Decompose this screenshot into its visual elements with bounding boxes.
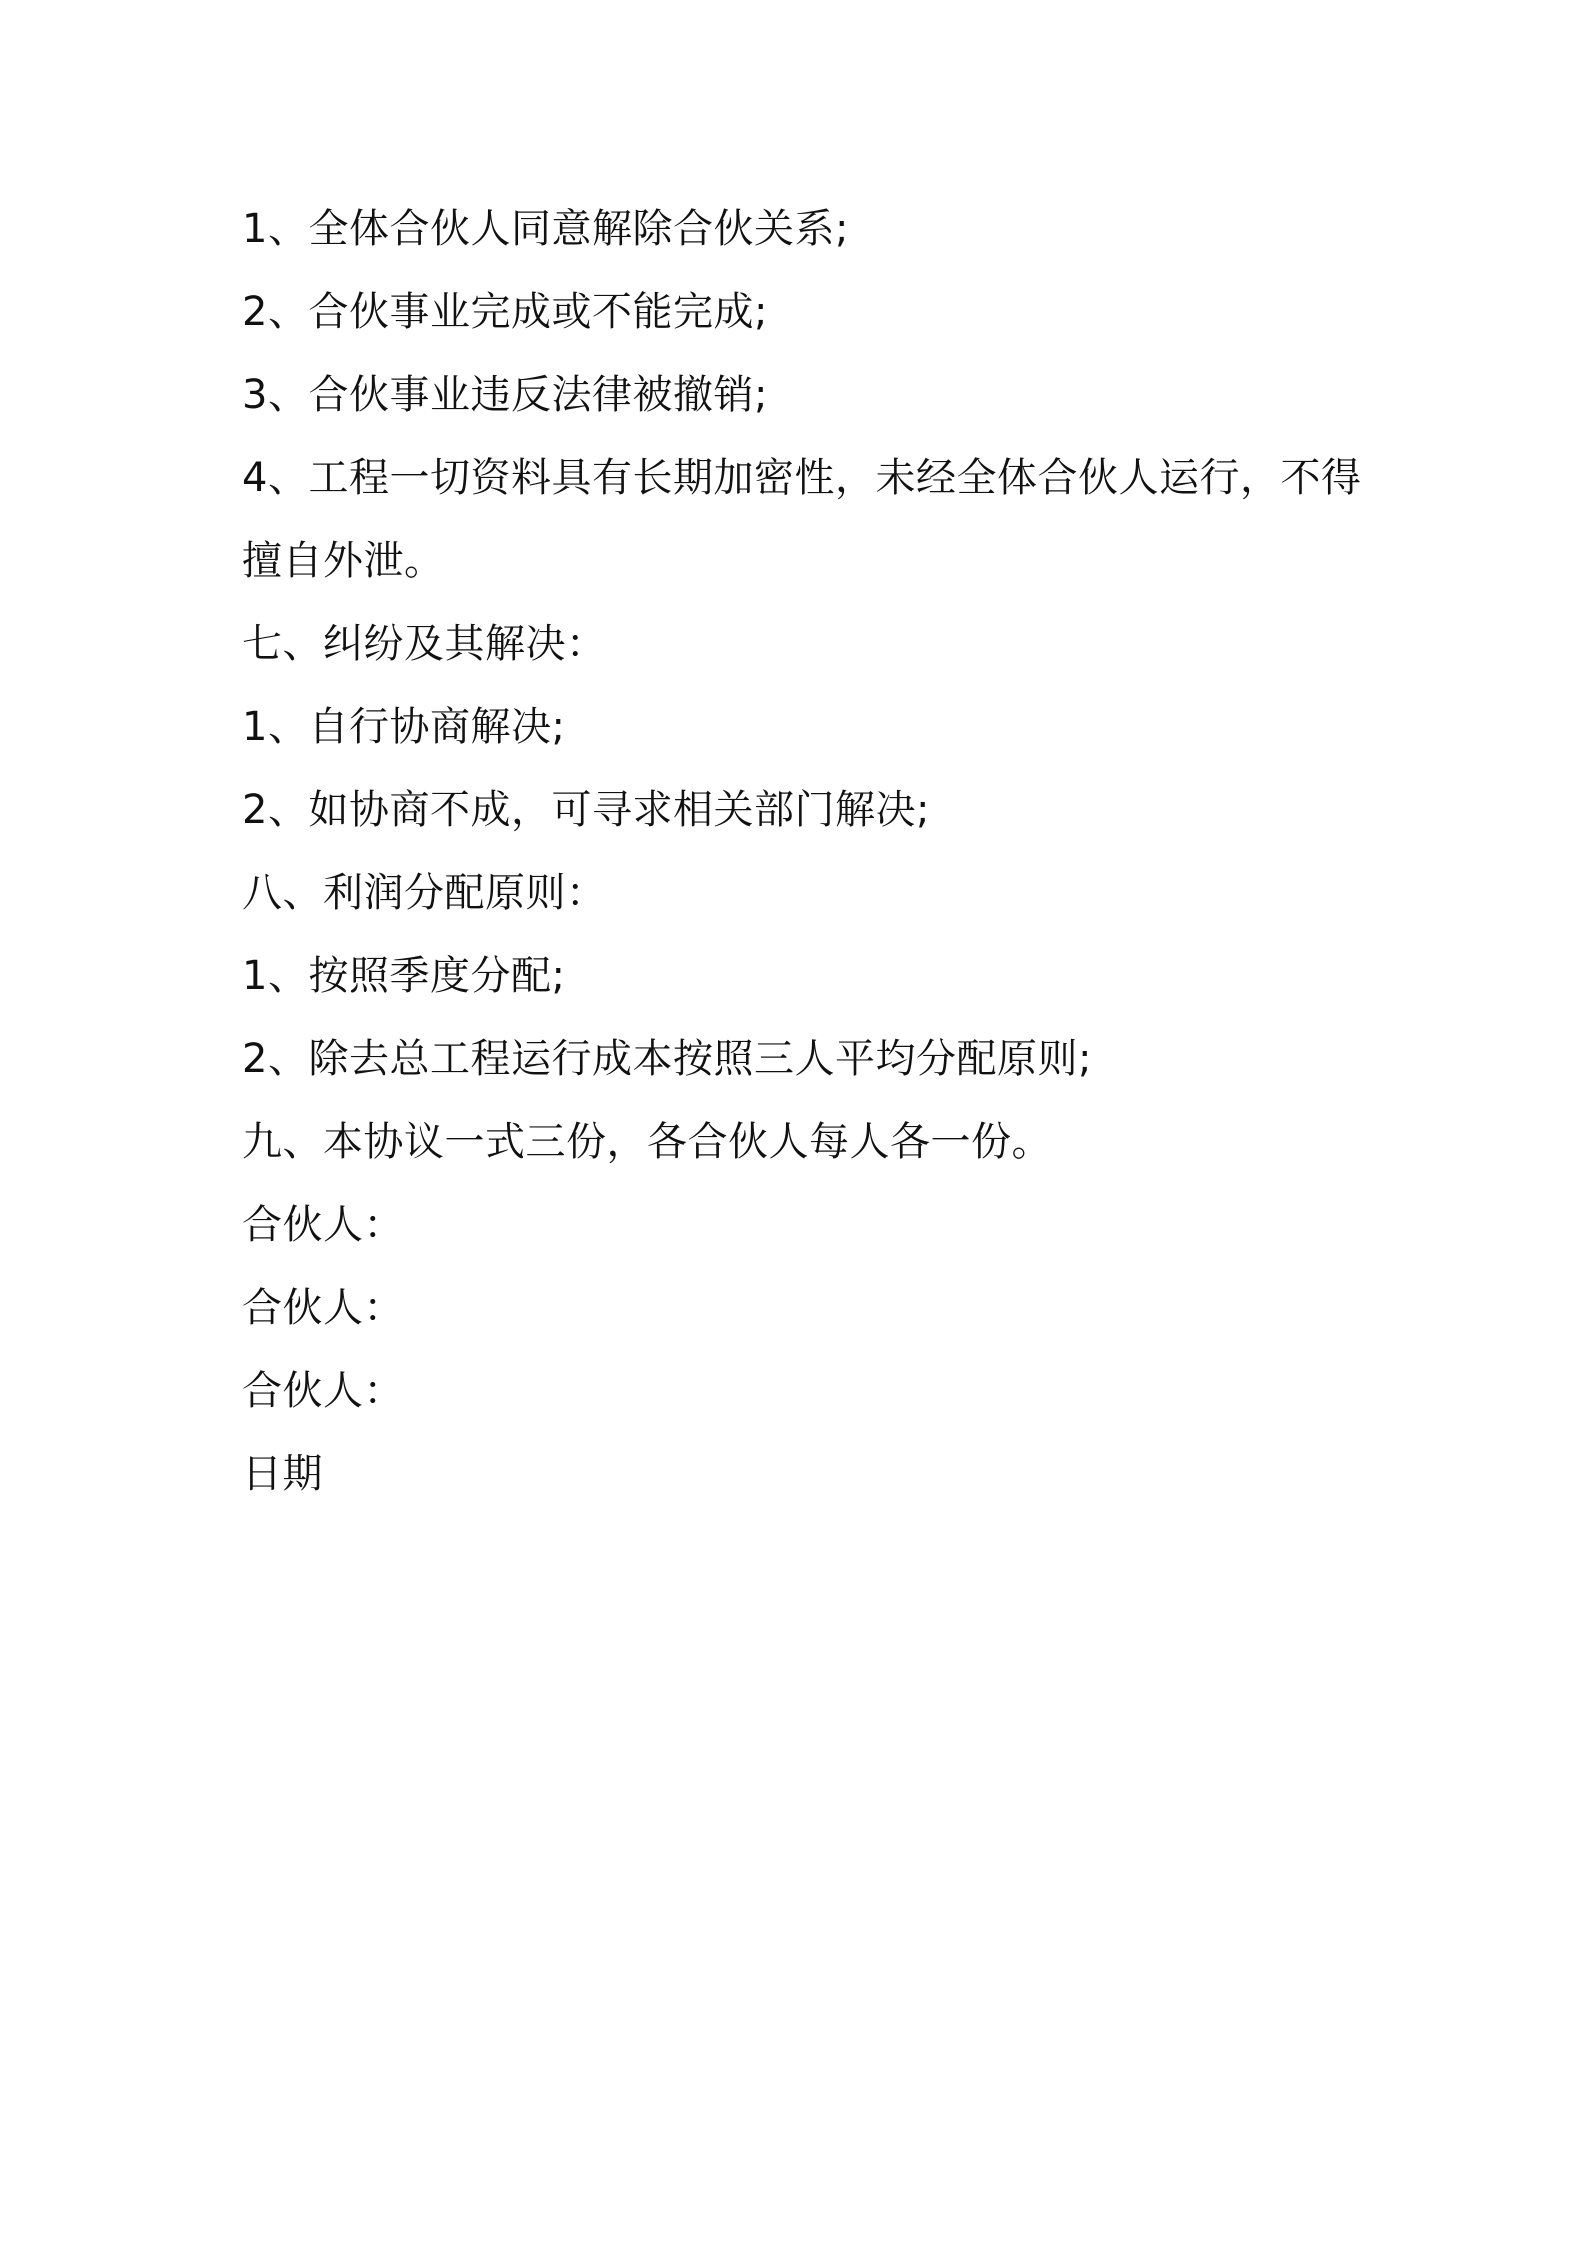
section-heading-disputes: 七、纠纷及其解决： bbox=[242, 621, 607, 667]
profit-item-1: 1、按照季度分配; bbox=[242, 953, 566, 999]
termination-item-4: 4、工程一切资料具有长期加密性，未经全体合伙人运行，不得 bbox=[242, 455, 1362, 501]
partner-signature-3: 合伙人： bbox=[242, 1368, 404, 1414]
profit-item-2: 2、除去总工程运行成本按照三人平均分配原则; bbox=[242, 1036, 1092, 1082]
date-field: 日期 bbox=[242, 1451, 323, 1497]
termination-item-1: 1、全体合伙人同意解除合伙关系; bbox=[242, 206, 849, 252]
termination-item-3: 3、合伙事业违反法律被撤销; bbox=[242, 372, 768, 418]
section-heading-profit: 八、利润分配原则： bbox=[242, 870, 607, 916]
dispute-item-2: 2、如协商不成，可寻求相关部门解决; bbox=[242, 787, 930, 833]
termination-item-4-continued: 擅自外泄。 bbox=[242, 538, 445, 584]
copies-clause: 九、本协议一式三份，各合伙人每人各一份。 bbox=[242, 1119, 1052, 1165]
partner-signature-1: 合伙人： bbox=[242, 1202, 404, 1248]
dispute-item-1: 1、自行协商解决; bbox=[242, 704, 566, 750]
partner-signature-2: 合伙人： bbox=[242, 1285, 404, 1331]
termination-item-2: 2、合伙事业完成或不能完成; bbox=[242, 289, 768, 335]
